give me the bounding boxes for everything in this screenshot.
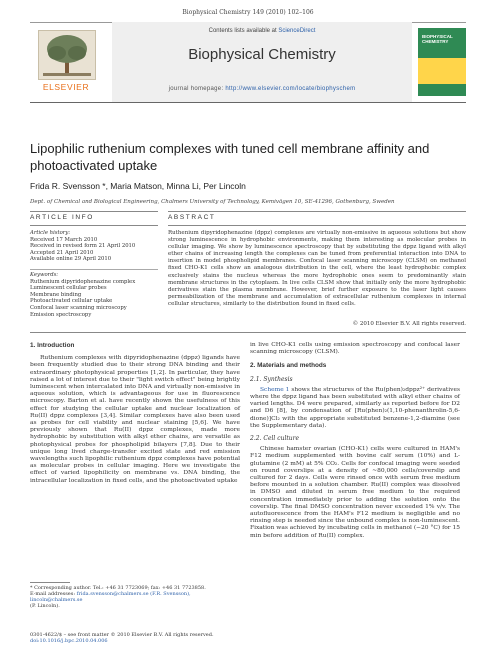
- front-matter-block: [30, 632, 240, 644]
- article-title: Lipophilic ruthenium complexes with tuned cell membrane affinity and photoactivated uptake: [30, 141, 430, 173]
- synthesis-paragraph: [250, 387, 460, 430]
- journal-cover-thumbnail[interactable]: [418, 28, 466, 96]
- cover-band: [418, 58, 466, 84]
- scheme-1-link[interactable]: Scheme 1: [260, 386, 290, 393]
- email-prefix: E-mail addresses:: [30, 591, 77, 597]
- contents-prefix: Contents lists available at: [208, 28, 279, 34]
- body-left-column: [30, 342, 240, 485]
- abstract-heading: ABSTRACT: [168, 214, 216, 221]
- history-item: Available online 29 April 2010: [30, 256, 112, 263]
- section-heading-methods: 2. Materials and methods: [250, 362, 327, 370]
- homepage-link[interactable]: http://www.elsevier.com/locate/biophyschem: [225, 86, 356, 92]
- keywords-label: Keywords:: [30, 271, 59, 278]
- email-suffix: (P. Lincoln).: [30, 603, 60, 609]
- info-top-rule: [30, 211, 158, 212]
- subsection-heading-synthesis: 2.1. Synthesis: [250, 375, 293, 383]
- footnote-rule: [30, 582, 70, 583]
- keyword: Luminescent cellular probes: [30, 285, 107, 292]
- history-item: Accepted 21 April 2010: [30, 249, 94, 256]
- keyword: Photoactivated cellular uptake: [30, 298, 113, 305]
- abstract-bottom-rule: [30, 332, 466, 333]
- doi-link[interactable]: doi:10.1016/j.bpc.2010.04.006: [30, 638, 108, 644]
- article-info-block: [30, 230, 158, 318]
- homepage-prefix: journal homepage:: [168, 86, 226, 92]
- synthesis-text: shows the structures of the Ru(phen)₂dppz²⁺ derivatives where the dppz ligand has been substituted with alkyl ether chains of varied lengths. D4 were prepared, similarly as reported before for D2 and D6 [8], by condensation of [Ru(phen)₂(1,10-phenanthrolin-5,6-dione)]Cl₂ with the appropriate substituted benzene-1,2-diamine (see the Supplementary data).: [250, 386, 460, 429]
- journal-title: Biophysical Chemistry: [188, 46, 336, 63]
- keywords-rule: [30, 269, 158, 270]
- keyword: Confocal laser scanning microscopy: [30, 304, 127, 311]
- issn-line: 0301-4622/$ – see front matter © 2010 Elsevier B.V. All rights reserved.: [30, 632, 214, 638]
- body-right-column: [250, 342, 460, 540]
- keyword: Ruthenium dipyridophenazine complex: [30, 278, 136, 285]
- journal-citation-line: Biophysical Chemistry 149 (2010) 102–106: [182, 9, 314, 16]
- email-line: [30, 591, 240, 603]
- subsection-heading-cell-culture: 2.2. Cell culture: [250, 435, 300, 443]
- journal-info-block: [112, 22, 412, 102]
- section-heading-introduction: 1. Introduction: [30, 342, 75, 349]
- abstract-copyright: © 2010 Elsevier B.V. All rights reserved.: [352, 321, 466, 327]
- corresponding-author-note: * Corresponding author. Tel.: +46 31 7723069; fax: +46 31 7723858.: [30, 585, 206, 591]
- sciencedirect-link[interactable]: ScienceDirect: [278, 28, 316, 34]
- abstract-heading-rule: [168, 225, 466, 226]
- publisher-logo[interactable]: [30, 28, 102, 98]
- author-list: Frida R. Svensson *, Maria Matson, Minna Li, Per Lincoln: [30, 181, 246, 191]
- introduction-continuation: in live CHO-K1 cells using emission spectroscopy and confocal laser scanning microscopy (CLSM).: [250, 342, 460, 356]
- history-label: Article history:: [30, 230, 71, 236]
- masthead: [30, 22, 466, 104]
- elsevier-tree-icon: [38, 30, 96, 80]
- email-links[interactable]: frida.svensson@chalmers.se (F.R. Svensson), lincoln@chalmers.se: [30, 591, 191, 603]
- affiliation: Dept. of Chemical and Biological Engineering, Chalmers University of Technology, Kemivägen 10, SE-41296, Gothenburg, Sweden: [30, 199, 395, 205]
- abstract-text: Ruthenium dipyridophenazine (dppz) complexes are virtually non-emissive in aqueous solutions but show strong luminescence in hydrophobic environments, making them interesting as molecular probes in cellular imaging. We show by luminescence spectroscopy that by substituting the dppz ligand with alkyl ether chains of increasing length the complexes can be tuned from preferential interaction into DNA to insertion in model phospholipid membranes. Confocal laser scanning microscopy (CLSM) on methanol fixed CHO-K1 cells show an analogous distribution in the cell, where the least hydrophobic complex exclusively stains the nucleus whereas the more hydrophobic ones seem to predominantly stain membrane structures in the cytoplasm. In live cells CLSM show that initially only the more hydrophobic derivatives stain the plasma membrane. However, brief further exposure to the laser light causes permeabilization of the membrane and accumulation of extracellular ruthenium complexes in internal cellular structures, similarly to the distribution found in fixed cells.: [168, 230, 466, 307]
- keyword: Membrane binding: [30, 291, 82, 298]
- introduction-paragraph: Ruthenium complexes with dipyridophenazine (dppz) ligands have been frequently studied due to their strong DNA binding and their extraordinary photophysical properties [1,2]. In particular, they have raised a lot of interest due to their "light switch effect" being brightly luminescent when intercalated into DNA and virtually non-emissive in aqueous solution, which is advantageous for use in fluorescence microscopy. Barton et al. have recently shown the usefulness of this effect for studying the cellular uptake and nuclear localization of Ru(II) dppz complexes [3,4]. Similar complexes have also been used as probes for cell viability and nuclear staining [5,6]. We have previously shown that Ru(II) dppz complexes, made more hydrophobic by substitution with alkyl ether chains, are versatile as photophysical probes for phospholipid bilayers [7,8]. Due to their unique long lived charge-transfer excited state and red emission wavelengths such lipophilic ruthenium dppz complexes have potential as molecular probes in cellular imaging. Here we investigate the effect of varied lipophilicity on membrane vs. DNA binding, the intracellular localization in fixed cells, and the photoactivated uptake: [30, 355, 240, 484]
- article-info-heading: ARTICLE INFO: [30, 214, 94, 221]
- footnotes: [30, 585, 240, 609]
- cover-title: BIOPHYSICAL CHEMISTRY: [422, 34, 453, 44]
- history-item: Received 17 March 2010: [30, 236, 98, 243]
- history-item: Received in revised form 21 April 2010: [30, 243, 136, 250]
- abstract-top-rule: [168, 211, 466, 212]
- keyword: Emission spectroscopy: [30, 311, 92, 318]
- publisher-name: ELSEVIER: [42, 82, 90, 92]
- contents-line: [112, 28, 412, 34]
- homepage-line: [112, 86, 412, 92]
- masthead-bottom-rule: [30, 102, 466, 103]
- cell-culture-paragraph: Chinese hamster ovarian (CHO-K1) cells were cultured in HAM's F12 medium supplemented with bovine calf serum (10%) and L-glutamine (2 mM) at 5% CO₂. Cells for confocal imaging were seeded on round coverslips at a density of ~80,000 cells/coverslip and cultured for 2 days. Cells were rinsed once with serum free medium before mounted in a solution chamber. Ru(II) complex was dissolved in DMSO and diluted in serum free medium to the required concentration immediately prior to adding the solution onto the coverslip. The final DMSO concentration never exceeded 1% v/v. The autofluorescence from the HAM's F12 medium is negligible and no rinsing step is needed since the unbound complex is non-luminescent. Fixation was achieved by incubating cells in methanol (−20 °C) for 15 min before addition of Ru(II) complex.: [250, 446, 460, 539]
- info-heading-rule: [30, 225, 158, 226]
